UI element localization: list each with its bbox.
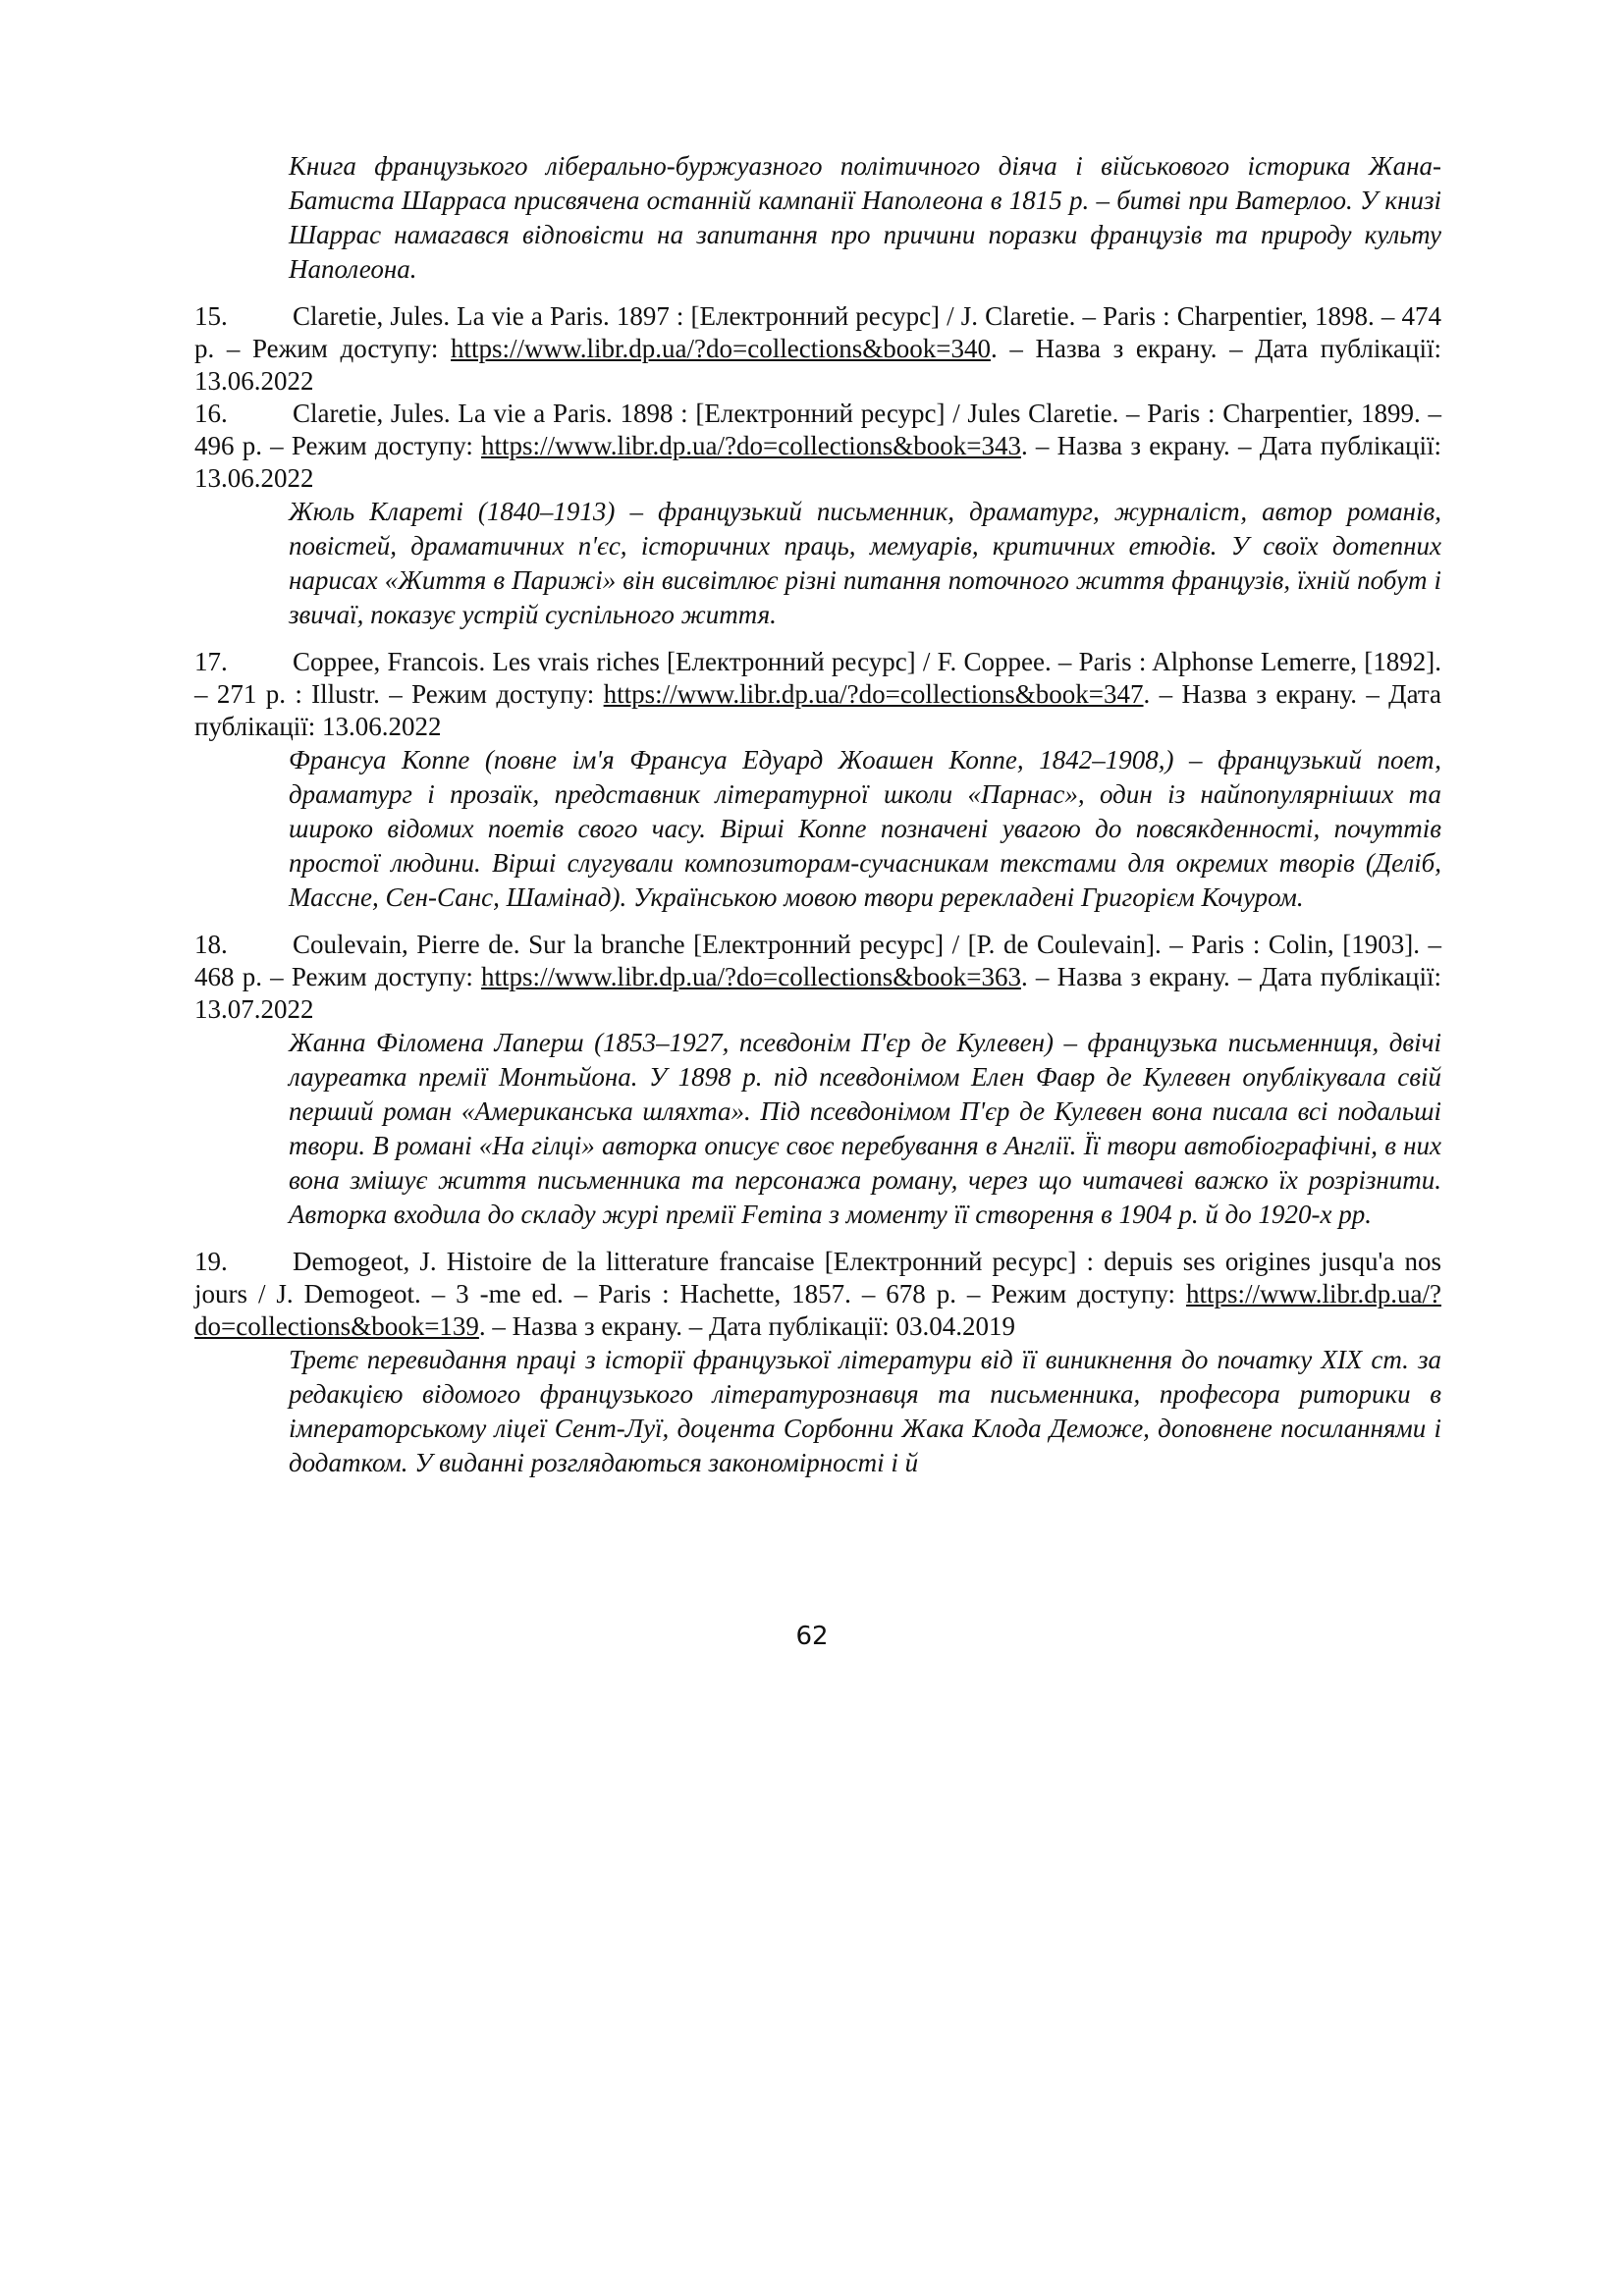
entry-text-after: . – Назва з екрану. – Дата публікації: 13.06.2022	[194, 334, 1441, 396]
entry-text-after: . – Назва з екрану. – Дата публікації: 13.07.2022	[194, 962, 1442, 1024]
entry-text: Coulevain, Pierre de. Sur la branche [Електронний ресурс] / [P. de Coulevain]. – Paris : Colin, [1903]. – 468 p. – Режим доступу:	[194, 930, 1441, 991]
entry-text-after: . – Назва з екрану. – Дата публікації: 13.06.2022	[194, 679, 1441, 741]
entry-link[interactable]: https://www.libr.dp.ua/?do=collections&book=139	[194, 1279, 1441, 1341]
entry-text: Coppee, Francois. Les vrais riches [Електронний ресурс] / F. Coppee. – Paris : Alphonse Lemerre, [1892]. – 271 p. : Illustr. – Режим доступу:	[194, 647, 1441, 709]
entry-text-after: . – Назва з екрану. – Дата публікації: 03.04.2019	[478, 1311, 1016, 1341]
entry-text: Demogeot, J. Histoire de la litterature francaise [Електронний ресурс] : depuis ses origines jusqu'a nos jours / J. Demogeot. – 3 -me ed. – Paris : Hachette, 1857. – 678 p. – Режим доступу:	[194, 1247, 1441, 1308]
annotation-claretie: Жюль Кларетi (1840–1913) – французький письменник, драматург, журналiст, автор романів, повістей, драматичних п'єс, історичних праць, мемуарів, критичних етюдів. У своїх дотепних нарисах «Життя в Парижі» він висвітлює різні питання поточного життя французів, їхній побут і звичаї, показує устрій суспільного життя.	[289, 497, 1441, 629]
annotation-charras: Книга французького ліберально-буржуазного політичного діяча і військового історика Жана-Батиста Шарраса присвячена останній кампанії Наполеона в 1815 р. – битві при Ватерлоо. У книзі Шаррас намагався відповісти на запитання про причини поразки французів та природу культу Наполеона.	[289, 151, 1441, 284]
entry-text: Claretie, Jules. La vie a Paris. 1897 : [Електронний ресурс] / J. Claretie. – Paris : Charpentier, 1898. – 474 p. – Режим доступу:	[194, 301, 1441, 363]
page-content	[194, 149, 1441, 1480]
entry-text: Claretie, Jules. La vie a Paris. 1898 : [Електронний ресурс] / Jules Claretie. – Paris : Charpentier, 1899. – 496 p. – Режим доступу:	[194, 399, 1441, 460]
entry-link[interactable]: https://www.libr.dp.ua/?do=collections&book=347	[603, 679, 1144, 709]
bib-entry-18	[194, 929, 1441, 1026]
annotation-demogeot: Третє перевидання праці з історії французької літератури від її виникнення до початку XIX ст. за редакцією відомого французького літературознавця та письменника, професора риторики в імператорському ліцеї Сент-Луї, доцента Сорбонни Жака Клода Деможе, доповнене посиланнями і додатком. У виданні розглядаються закономірності і й	[289, 1345, 1441, 1477]
bib-entry-19	[194, 1246, 1441, 1343]
entry-link[interactable]: https://www.libr.dp.ua/?do=collections&book=363	[481, 962, 1021, 991]
page-number: 62	[795, 1622, 829, 1651]
entry-text-after: . – Назва з екрану. – Дата публікації: 13.06.2022	[194, 431, 1442, 493]
entry-number: 16.	[194, 399, 228, 428]
annotation-coppee: Франсуа Коппе (повне ім'я Франсуа Едуард Жоашен Коппе, 1842–1908,) – французький поет, драматург і прозаїк, представник літературної школи «Парнас», один із найпопулярніших та широко відомих поетів свого часу. Вірші Коппе позначені увагою до повсякденності, почуттів простої людини. Вірші слугували композиторам-сучасникам текстами для окремих творів (Деліб, Массне, Сен-Санс, Шамінад). Українською мовою твори ререкладені Григорієм Кочуром.	[289, 745, 1441, 912]
entry-number: 17.	[194, 647, 228, 676]
entry-link[interactable]: https://www.libr.dp.ua/?do=collections&book=343	[481, 431, 1021, 460]
annotation-coulevain: Жанна Філомена Лаперш (1853–1927, псевдонім П'єр де Кулевен) – французька письменниця, двічі лауреатка премії Монтьйона. У 1898 р. під псевдонімом Елен Фавр де Кулевен опублікувала свій перший роман «Американська шляхта». Під псевдонімом П'єр де Кулевен вона писала всі подальші твори. В романі «На гілці» авторка описує своє перебування в Англії. Її твори автобіографічні, в них вона змішує життя письменника та персонажа роману, через що читачеві важко їх розрізнити. Авторка входила до складу журі премії Femina з моменту її створення в 1904 р. й до 1920-х рр.	[289, 1028, 1441, 1229]
entry-link[interactable]: https://www.libr.dp.ua/?do=collections&book=340	[451, 334, 991, 363]
entry-number: 15.	[194, 301, 228, 331]
bib-entry-17	[194, 646, 1441, 743]
bib-entry-15	[194, 300, 1441, 398]
entry-number: 18.	[194, 930, 228, 959]
entry-number: 19.	[194, 1247, 228, 1276]
bib-entry-16	[194, 398, 1441, 495]
